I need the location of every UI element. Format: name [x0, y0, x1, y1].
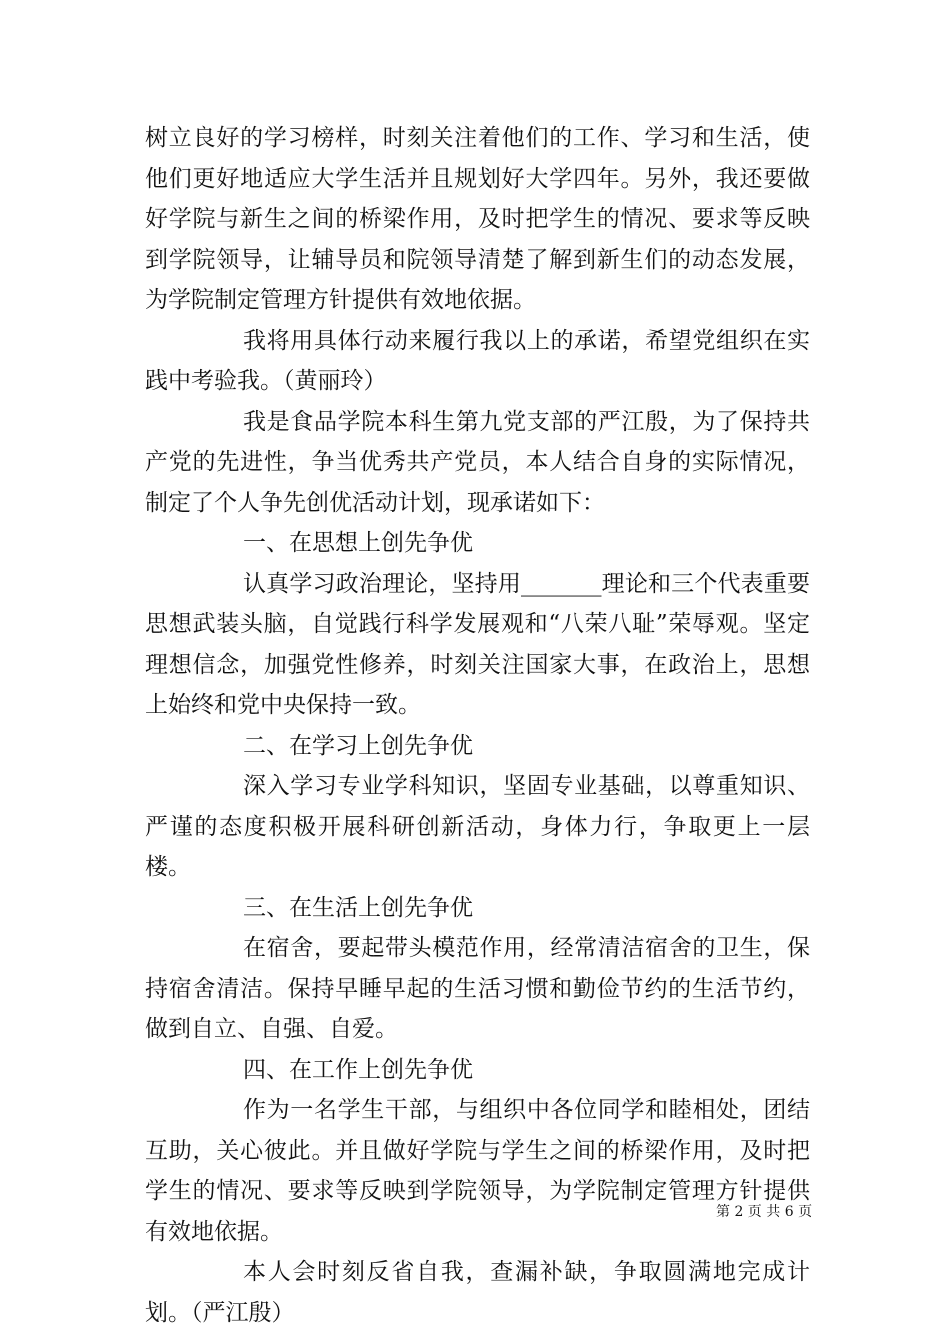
- paragraph-continuation: 树立良好的学习榜样，时刻关注着他们的工作、学习和生活，使他们更好地适应大学生活并且规划好大学四年。另外，我还要做好学院与新生之间的桥梁作用，及时把学生的情况、要求等反映到学院领导，让辅导员和院领导清楚了解到新生们的动态发展，为学院制定管理方针提供有效地依据。: [145, 125, 810, 313]
- document-body: [145, 118, 813, 1333]
- section-heading-work: 四、在工作上创先争优: [243, 1056, 473, 1083]
- paragraph-life: 在宿舍，要起带头模范作用，经常清洁宿舍的卫生，保持宿舍清洁。保持早睡早起的生活习惯和勤俭节约的生活节约，做到自立、自强、自爱。: [145, 935, 810, 1042]
- paragraph-intro: 我是食品学院本科生第九党支部的严江殷，为了保持共产党的先进性，争当优秀共产党员，本人结合自身的实际情况，制定了个人争先创优活动计划，现承诺如下：: [145, 408, 810, 516]
- paragraph-study: 深入学习专业学科知识，坚固专业基础，以尊重知识、严谨的态度积极开展科研创新活动，身体力行，争取更上一层楼。: [145, 773, 810, 880]
- section-heading-thought: 一、在思想上创先争优: [243, 530, 473, 556]
- page-number-footer: 第 2 页 共 6 页: [716, 1204, 813, 1220]
- paragraph-conclusion: 本人会时刻反省自我，查漏补缺，争取圆满地完成计划。（严江殷）: [145, 1259, 810, 1326]
- section-heading-study: 二、在学习上创先争优: [243, 732, 473, 759]
- section-heading-life: 三、在生活上创先争优: [243, 894, 473, 921]
- paragraph-work: 作为一名学生干部，与组织中各位同学和睦相处，团结互助，关心彼此。并且做好学院与学生之间的桥梁作用，及时把学生的情况、要求等反映到学院领导，为学院制定管理方针提供有效地依据。: [145, 1097, 810, 1245]
- paragraph-pledge-closing: 我将用具体行动来履行我以上的承诺，希望党组织在实践中考验我。（黄丽玲）: [145, 327, 810, 394]
- paragraph-thought: 认真学习政治理论，坚持用_______理论和三个代表重要思想武装头脑，自觉践行科学发展观和“八荣八耻”荣辱观。坚定理想信念，加强党性修养，时刻关注国家大事，在政治上，思想上始终和党中央保持一致。: [145, 570, 810, 718]
